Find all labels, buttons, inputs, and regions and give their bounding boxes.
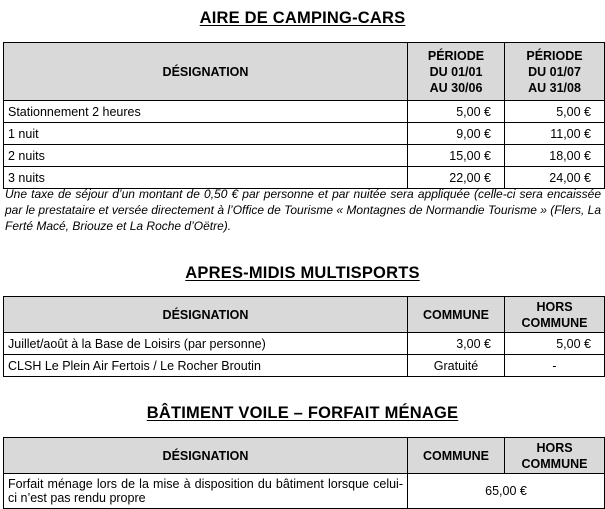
price-hors-commune: 5,00 € <box>505 333 605 355</box>
batiment-voile-table <box>3 437 605 509</box>
table-row <box>4 333 605 355</box>
price-period2: 18,00 € <box>505 145 605 167</box>
tax-note: Une taxe de séjour d’un montant de 0,50 € par personne et par nuitée sera appliquée (celle-ci sera encaissée par le prestataire et versée directement à l’Office de Tourisme « Montagnes de Normandie Tourisme » (Flers, La Ferté Macé, Briouze et La Roche d’Oëtre). <box>5 187 601 233</box>
table-header-row <box>4 43 605 101</box>
row-label: CLSH Le Plein Air Fertois / Le Rocher Broutin <box>4 355 408 377</box>
price-period2: 11,00 € <box>505 123 605 145</box>
table-header-row <box>4 297 605 333</box>
price-period1: 15,00 € <box>408 145 505 167</box>
commune-header: COMMUNE <box>408 438 505 474</box>
designation-header: DÉSIGNATION <box>4 438 408 474</box>
row-label: 2 nuits <box>4 145 408 167</box>
table-row <box>4 145 605 167</box>
period1-header: PÉRIODE DU 01/01 AU 30/06 <box>408 43 505 101</box>
section-title-camping-cars: AIRE DE CAMPING-CARS <box>199 9 406 27</box>
price-period1: 22,00 € <box>408 167 505 189</box>
price-period1: 5,00 € <box>408 101 505 123</box>
section-title-multisports: APRES-MIDIS MULTISPORTS <box>185 264 420 282</box>
row-label: Juillet/août à la Base de Loisirs (par personne) <box>4 333 408 355</box>
price-commune: 3,00 € <box>408 333 505 355</box>
period2-header: PÉRIODE DU 01/07 AU 31/08 <box>505 43 605 101</box>
row-label: 3 nuits <box>4 167 408 189</box>
price-period2: 24,00 € <box>505 167 605 189</box>
row-label: Forfait ménage lors de la mise à disposition du bâtiment lorsque celui-ci n’est pas rendu propre <box>4 474 408 509</box>
hors-commune-header: HORS COMMUNE <box>505 438 605 474</box>
price-hors-commune: - <box>505 355 605 377</box>
price-period2: 5,00 € <box>505 101 605 123</box>
price-forfait: 65,00 € <box>408 474 605 509</box>
multisports-table <box>3 296 605 377</box>
commune-header: COMMUNE <box>408 297 505 333</box>
row-label: Stationnement 2 heures <box>4 101 408 123</box>
price-commune: Gratuité <box>408 355 505 377</box>
table-header-row <box>4 438 605 474</box>
table-row <box>4 474 605 509</box>
hors-commune-header: HORS COMMUNE <box>505 297 605 333</box>
table-row <box>4 355 605 377</box>
row-label: 1 nuit <box>4 123 408 145</box>
section-title-batiment-voile: BÂTIMENT VOILE – FORFAIT MÉNAGE <box>146 404 459 422</box>
price-period1: 9,00 € <box>408 123 505 145</box>
camping-cars-table <box>3 42 605 189</box>
table-row <box>4 123 605 145</box>
designation-header: DÉSIGNATION <box>4 43 408 101</box>
designation-header: DÉSIGNATION <box>4 297 408 333</box>
table-row <box>4 101 605 123</box>
